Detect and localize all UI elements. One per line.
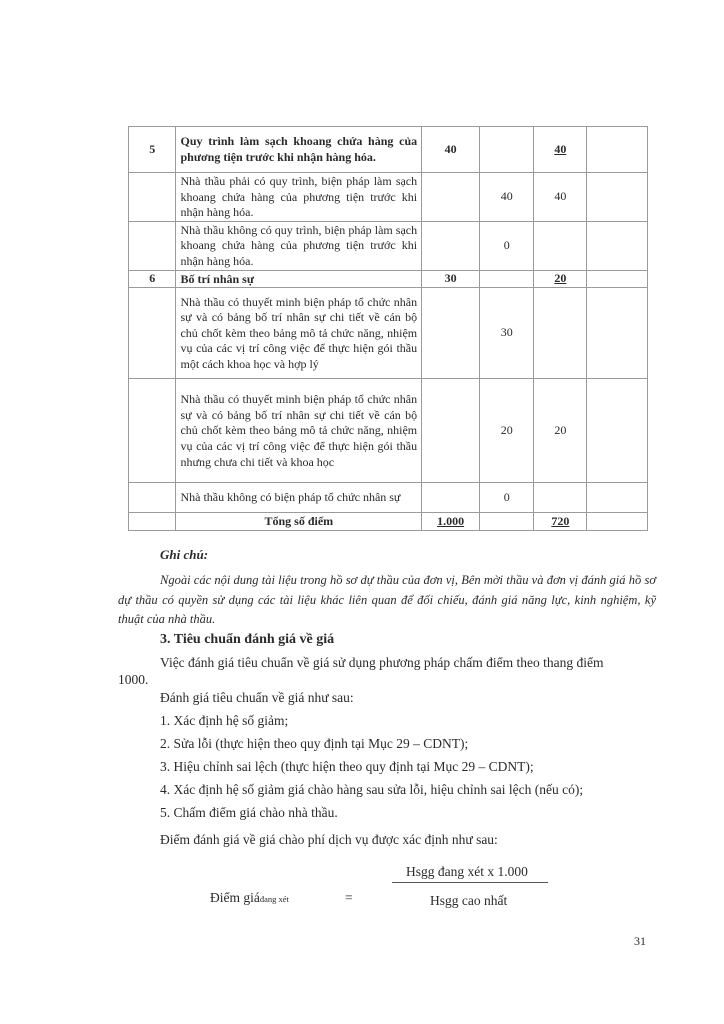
remarks-cell (587, 127, 648, 173)
criteria-cell: Nhà thầu không có biện pháp tổ chức nhân sự (176, 483, 422, 513)
row-number-cell (129, 288, 176, 379)
option-score-cell: 40 (480, 173, 534, 222)
awarded-score-cell: 40 (534, 127, 587, 173)
total-score-cell: 720 (534, 513, 587, 531)
formula-numerator: Hsgg đang xét x 1.000 (406, 864, 528, 879)
criteria-cell: Quy trình làm sạch khoang chứa hàng của phương tiện trước khi nhận hàng hóa. (176, 127, 422, 173)
criteria-cell: Nhà thầu có thuyết minh biện pháp tổ chức nhân sự và có bảng bố trí nhân sự chi tiết về cán bộ chủ chốt kèm theo bảng mô tả chức năng, nhiệm vụ của các vị trí công việc để thực hiện gói thầu một cách khoa học và hợp lý (176, 288, 422, 379)
max-score-cell: 40 (422, 127, 480, 173)
max-score-cell (422, 221, 480, 270)
total-label-cell: Tổng số điểm (176, 513, 422, 531)
awarded-score-cell: 20 (534, 270, 587, 288)
awarded-score-cell: 20 (534, 379, 587, 483)
table-row (129, 221, 648, 270)
option-score-cell (480, 270, 534, 288)
formula-lhs (210, 890, 289, 906)
max-score-cell: 30 (422, 270, 480, 288)
total-blank-cell (480, 513, 534, 531)
row-number-cell (129, 173, 176, 222)
table-row (129, 270, 648, 288)
row-number-cell (129, 221, 176, 270)
remarks-cell (587, 221, 648, 270)
option-score-cell: 30 (480, 288, 534, 379)
awarded-score-cell (534, 288, 587, 379)
section-line-1b: 1000. (118, 672, 149, 687)
table-row (129, 127, 648, 173)
step-1: 1. Xác định hệ số giảm; (160, 713, 289, 728)
awarded-score-cell (534, 483, 587, 513)
page-number: 31 (634, 934, 646, 948)
formula-lhs-subscript: đang xét (259, 894, 289, 904)
step-2: 2. Sửa lỗi (thực hiện theo quy định tại Mục 29 – CDNT); (160, 736, 469, 751)
table-row (129, 379, 648, 483)
criteria-cell: Nhà thầu không có quy trình, biện pháp làm sạch khoang chứa hàng của phương tiện trước khi nhận hàng hóa. (176, 221, 422, 270)
row-number-cell (129, 483, 176, 513)
section-line-2: Đánh giá tiêu chuẩn về giá như sau: (160, 690, 354, 705)
row-number-cell: 6 (129, 270, 176, 288)
step-3: 3. Hiệu chỉnh sai lệch (thực hiện theo quy định tại Mục 29 – CDNT); (160, 759, 534, 774)
table-row (129, 173, 648, 222)
formula-denominator: Hsgg cao nhất (430, 893, 508, 908)
row-number-cell: 5 (129, 127, 176, 173)
option-score-cell (480, 127, 534, 173)
criteria-cell: Bố trí nhân sự (176, 270, 422, 288)
formula-lhs-main: Điểm giá (210, 890, 260, 905)
total-row (129, 513, 648, 531)
total-blank-cell (587, 513, 648, 531)
remarks-cell (587, 270, 648, 288)
note-title: Ghi chú: (160, 547, 209, 562)
step-4: 4. Xác định hệ số giảm giá chào hàng sau sửa lỗi, hiệu chỉnh sai lệch (nếu có); (160, 782, 584, 797)
formula-intro: Điểm đánh giá về giá chào phí dịch vụ được xác định như sau: (160, 832, 498, 847)
formula-equals: = (345, 890, 353, 905)
max-score-cell (422, 379, 480, 483)
section-line-1: Việc đánh giá tiêu chuẩn về giá sử dụng phương pháp chấm điểm theo thang điểm (160, 655, 604, 670)
total-max-cell: 1.000 (422, 513, 480, 531)
table-row (129, 288, 648, 379)
option-score-cell: 20 (480, 379, 534, 483)
remarks-cell (587, 288, 648, 379)
max-score-cell (422, 483, 480, 513)
max-score-cell (422, 173, 480, 222)
remarks-cell (587, 173, 648, 222)
remarks-cell (587, 379, 648, 483)
total-blank-cell (129, 513, 176, 531)
max-score-cell (422, 288, 480, 379)
table-row (129, 483, 648, 513)
remarks-cell (587, 483, 648, 513)
step-5: 5. Chấm điểm giá chào nhà thầu. (160, 805, 338, 820)
row-number-cell (129, 379, 176, 483)
criteria-cell: Nhà thầu phải có quy trình, biện pháp làm sạch khoang chứa hàng của phương tiện trước khi nhận hàng hóa. (176, 173, 422, 222)
section-heading: 3. Tiêu chuẩn đánh giá về giá (160, 632, 335, 647)
option-score-cell: 0 (480, 483, 534, 513)
awarded-score-cell (534, 221, 587, 270)
fraction-bar (392, 882, 548, 883)
criteria-cell: Nhà thầu có thuyết minh biện pháp tổ chức nhân sự và có bảng bố trí nhân sự chi tiết về cán bộ chủ chốt kèm theo bảng mô tả chức năng, nhiệm vụ của các vị trí công việc để thực hiện gói thầu nhưng chưa chi tiết và khoa học (176, 379, 422, 483)
awarded-score-cell: 40 (534, 173, 587, 222)
note-body: Ngoài các nội dung tài liệu trong hồ sơ dự thầu của đơn vị, Bên mời thầu và đơn vị đánh giá hồ sơ dự thầu có quyền sử dụng các tài liệu khác liên quan để đối chiếu, đánh giá năng lực, kinh nghiệm, kỹ thuật của nhà thầu. (118, 573, 656, 626)
option-score-cell: 0 (480, 221, 534, 270)
score-table (128, 126, 648, 531)
